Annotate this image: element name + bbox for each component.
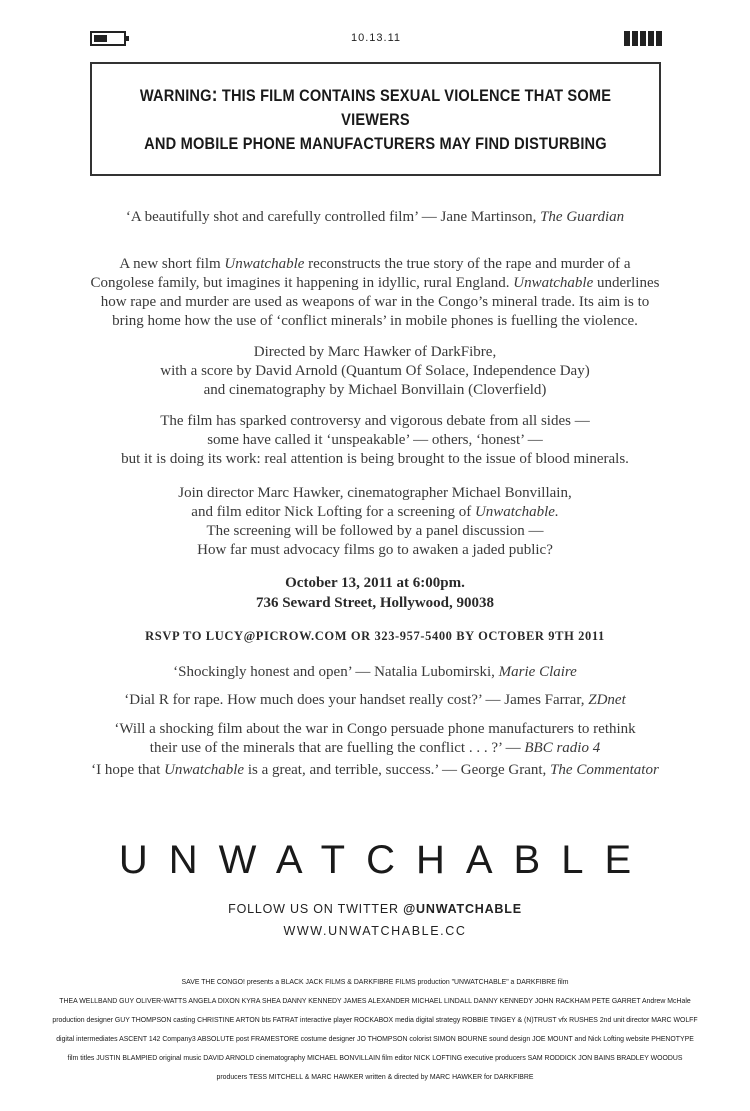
top-review-quote <box>60 208 690 227</box>
quote-text: ‘A beautifully shot and carefully controlled film’ — Jane Martinson, <box>125 209 541 225</box>
billing-line: SAVE THE CONGO! presents a BLACK JACK FILMS & DARKFIBRE FILMS production "UNWATCHABLE" a DARKFIBRE film <box>181 977 569 986</box>
screening-text-b: The screening will be followed by a panel discussion — How far must advocacy films go to awaken a jaded public? <box>197 523 553 558</box>
intro-text-c: underlines how rape and murder are used as weapons of war in the Congo’s mineral trade. Its aim is to bring home how the use of ‘conflict minerals’ in mobile phones is fuelling the violence. <box>100 275 660 329</box>
debate-text: The film has sparked controversy and vigorous debate from all sides — some have called it ‘unspeakable’ — others, ‘honest’ — but it is doing its work: real attention is being brought to the issue of blood minerals. <box>121 413 629 467</box>
intro-text-b: reconstructs the true story of the rape and murder of a Congolese family, but imagines it happening in idyllic, rural England. <box>90 256 631 291</box>
credits-text: Directed by Marc Hawker of DarkFibre, with a score by David Arnold (Quantum Of Solace, Independence Day) and cinematography by Michael Bonvillain (Cloverfield) <box>160 344 590 398</box>
film-logo-title: UNWATCHABLE <box>118 838 653 882</box>
screening-text-a: Join director Marc Hawker, cinematographer Michael Bonvillain, and film editor Nick Lofting for a screening of <box>178 485 572 520</box>
film-title: Unwatchable <box>513 275 594 291</box>
billing-line: film titles JUSTIN BLAMPIED original music DAVID ARNOLD cinematography MICHAEL BONVILLAIN film editor NICK LOFTING executive producers SAM RODDICK JON BAINS BRADLEY WOODUS <box>67 1053 683 1062</box>
event-details <box>60 573 690 613</box>
quote-text: ‘Shockingly honest and open’ — Natalia Lubomirski, <box>173 664 499 680</box>
event-address: 736 Seward Street, Hollywood, 90038 <box>255 595 495 611</box>
screening-paragraph <box>60 484 690 560</box>
credits-paragraph <box>60 343 690 400</box>
rsvp-text: RSVP TO LUCY@PICROW.COM OR 323-957-5400 BY OCTOBER 9TH 2011 <box>145 629 605 643</box>
quote-text: ‘Will a shocking film about the war in Congo persuade phone manufacturers to rethink their use of the minerals that are fuelling the conflict . . . ?’ — <box>114 721 636 756</box>
debate-paragraph <box>60 412 690 469</box>
website-link[interactable]: WWW.UNWATCHABLE.CC <box>283 924 467 938</box>
review-quote <box>60 691 690 710</box>
review-quote <box>60 663 690 682</box>
billing-line: digital intermediates ASCENT 142 Company3 ABSOLUTE post FRAMESTORE costume designer JO THOMPSON colorist SIMON BOURNE sound design JOE MOUNT and Nick Lofting website PHENOTYPE <box>56 1034 694 1043</box>
film-title: Unwatchable <box>164 762 245 778</box>
review-quote <box>60 720 690 758</box>
date-label: 10.13.11 <box>350 32 401 44</box>
film-title: Unwatchable <box>224 256 305 272</box>
warning-message: THIS FILM CONTAINS SEXUAL VIOLENCE THAT SOME VIEWERS AND MOBILE PHONE MANUFACTURERS MAY FIND DISTURBING <box>144 85 612 153</box>
quote-text: ‘I hope that <box>91 762 165 778</box>
billing-line: producers TESS MITCHELL & MARC HAWKER written & directed by MARC HAWKER for DARKFIBRE <box>216 1072 534 1081</box>
film-title: Unwatchable. <box>474 504 559 520</box>
event-datetime: October 13, 2011 at 6:00pm. <box>285 575 465 591</box>
quote-source: Marie Claire <box>498 664 577 680</box>
review-quote <box>60 761 690 780</box>
status-bar <box>90 28 662 50</box>
billing-line: THEA WELLBAND GUY OLIVER-WATTS ANGELA DIXON KYRA SHEA DANNY KENNEDY JAMES ALEXANDER MICHAEL LINDALL DANNY KENNEDY JOHN RACKHAM PETE GARRET Andrew McHale <box>59 996 691 1005</box>
intro-text-a: A new short film <box>119 256 225 272</box>
quote-source: The Commentator <box>550 762 659 778</box>
quote-text: ‘Dial R for rape. How much does your handset really cost?’ — James Farrar, <box>124 692 589 708</box>
warning-box <box>90 62 661 176</box>
quote-source: BBC radio 4 <box>524 740 601 756</box>
warning-text <box>132 83 620 156</box>
quote-text: is a great, and terrible, success.’ — George Grant, <box>244 762 551 778</box>
twitter-label: FOLLOW US ON TWITTER <box>228 902 404 916</box>
twitter-follow <box>0 902 750 916</box>
warning-colon: : <box>211 83 218 106</box>
twitter-handle[interactable]: @UNWATCHABLE <box>403 902 522 916</box>
intro-paragraph <box>60 255 690 331</box>
warning-prefix: WARNING <box>139 85 212 105</box>
billing-block <box>0 972 750 1086</box>
quote-source: ZDnet <box>588 692 626 708</box>
signal-bars-icon <box>624 31 662 46</box>
billing-line: production designer GUY THOMPSON casting CHRISTINE ARTON bts FATRAT interactive player ROCKABOX media digital strategy ROBBIE TINGEY & (N)TRUST vfx RUSHES 2nd unit director MARC WOLFF <box>52 1015 698 1024</box>
quote-source: The Guardian <box>540 209 625 225</box>
rsvp-line <box>60 627 690 646</box>
